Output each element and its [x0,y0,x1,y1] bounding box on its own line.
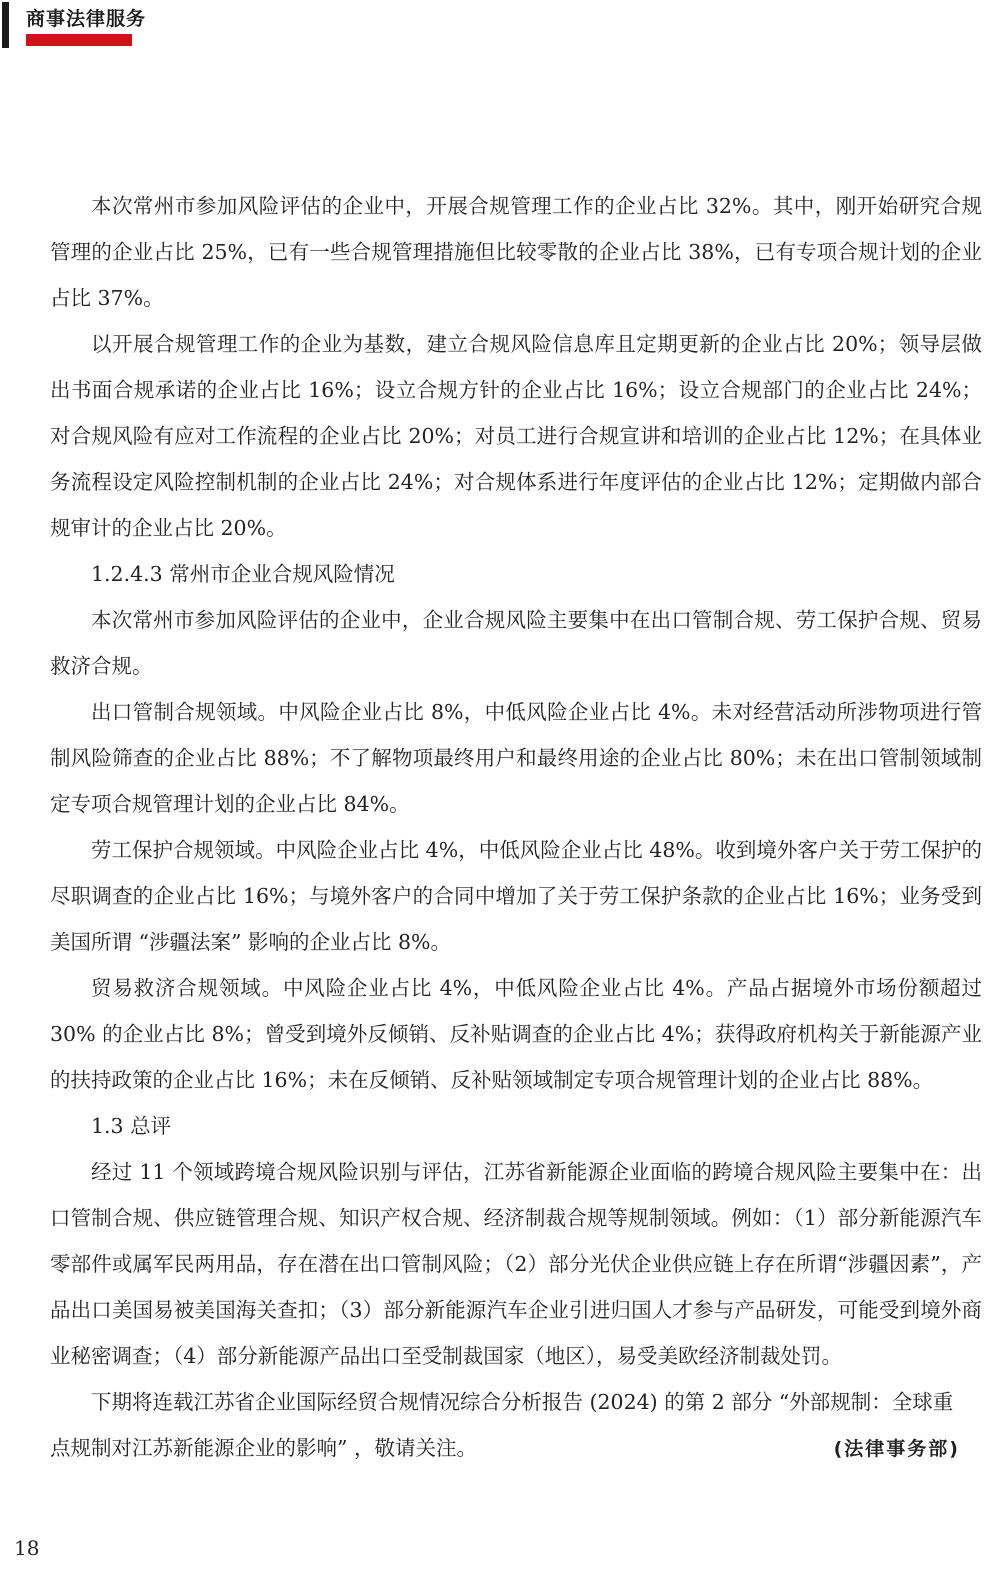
article-body [50,183,982,1472]
paragraph-export-control: 出口管制合规领域。中风险企业占比 8%，中低风险企业占比 4%。未对经营活动所涉物项进行管制风险筛查的企业占比 88%；不了解物项最终用户和最终用途的企业占比 80%；未在出口管制领域制定专项合规管理计划的企业占比 84%。 [50,700,982,816]
paragraph-summary: 经过 11 个领域跨境合规风险识别与评估，江苏省新能源企业面临的跨境合规风险主要集中在：出口管制合规、供应链管理合规、知识产权合规、经济制裁合规等规制领域。例如：（1）部分新能源汽车零部件或属军民两用品，存在潜在出口管制风险；（2）部分光伏企业供应链上存在所谓“涉疆因素”，产品出口美国易被美国海关查扣；（3）部分新能源汽车企业引进归国人才参与产品研发，可能受到境外商业秘密调查；（4）部分新能源产品出口至受制裁国家（地区），易受美欧经济制裁处罚。 [50,1160,982,1368]
header-accent-bar [26,34,132,46]
header-mark [2,2,9,48]
section-heading-1-3: 1.3 总评 [91,1114,172,1138]
paragraph-next-issue: 下期将连载江苏省企业国际经贸合规情况综合分析报告 (2024) 的第 2 部分 “外部规制：全球重 [91,1390,954,1414]
closing-row [50,1425,982,1472]
department-signature: (法律事务部) [833,1438,960,1460]
paragraph-next-issue-end: 点规制对江苏新能源企业的影响” ，敬请关注。 [50,1436,477,1460]
page-number: 18 [14,1536,40,1560]
paragraph-3: 本次常州市参加风险评估的企业中，企业合规风险主要集中在出口管制合规、劳工保护合规、贸易救济合规。 [50,608,982,678]
section-title: 商事法律服务 [26,8,147,30]
paragraph-labor-protection: 劳工保护合规领域。中风险企业占比 4%，中低风险企业占比 48%。收到境外客户关于劳工保护的尽职调查的企业占比 16%；与境外客户的合同中增加了关于劳工保护条款的企业占比 16%；业务受到美国所谓 “涉疆法案” 影响的企业占比 8%。 [50,838,982,954]
paragraph-2: 以开展合规管理工作的企业为基数，建立合规风险信息库且定期更新的企业占比 20%；领导层做出书面合规承诺的企业占比 16%；设立合规方针的企业占比 16%；设立合规部门的企业占比 24%；对合规风险有应对工作流程的企业占比 20%；对员工进行合规宣讲和培训的企业占比 12%；在具体业务流程设定风险控制机制的企业占比 24%；对合规体系进行年度评估的企业占比 12%；定期做内部合规审计的企业占比 20%。 [50,332,982,540]
subsection-heading-1-2-4-3: 1.2.4.3 常州市企业合规风险情况 [91,562,395,586]
paragraph-1: 本次常州市参加风险评估的企业中，开展合规管理工作的企业占比 32%。其中，刚开始研究合规管理的企业占比 25%，已有一些合规管理措施但比较零散的企业占比 38%，已有专项合规计划的企业占比 37%。 [50,194,982,310]
paragraph-trade-remedy: 贸易救济合规领域。中风险企业占比 4%，中低风险企业占比 4%。产品占据境外市场份额超过 30% 的企业占比 8%；曾受到境外反倾销、反补贴调查的企业占比 4%；获得政府机构关于新能源产业的扶持政策的企业占比 16%；未在反倾销、反补贴领域制定专项合规管理计划的企业占比 88%。 [50,976,982,1092]
